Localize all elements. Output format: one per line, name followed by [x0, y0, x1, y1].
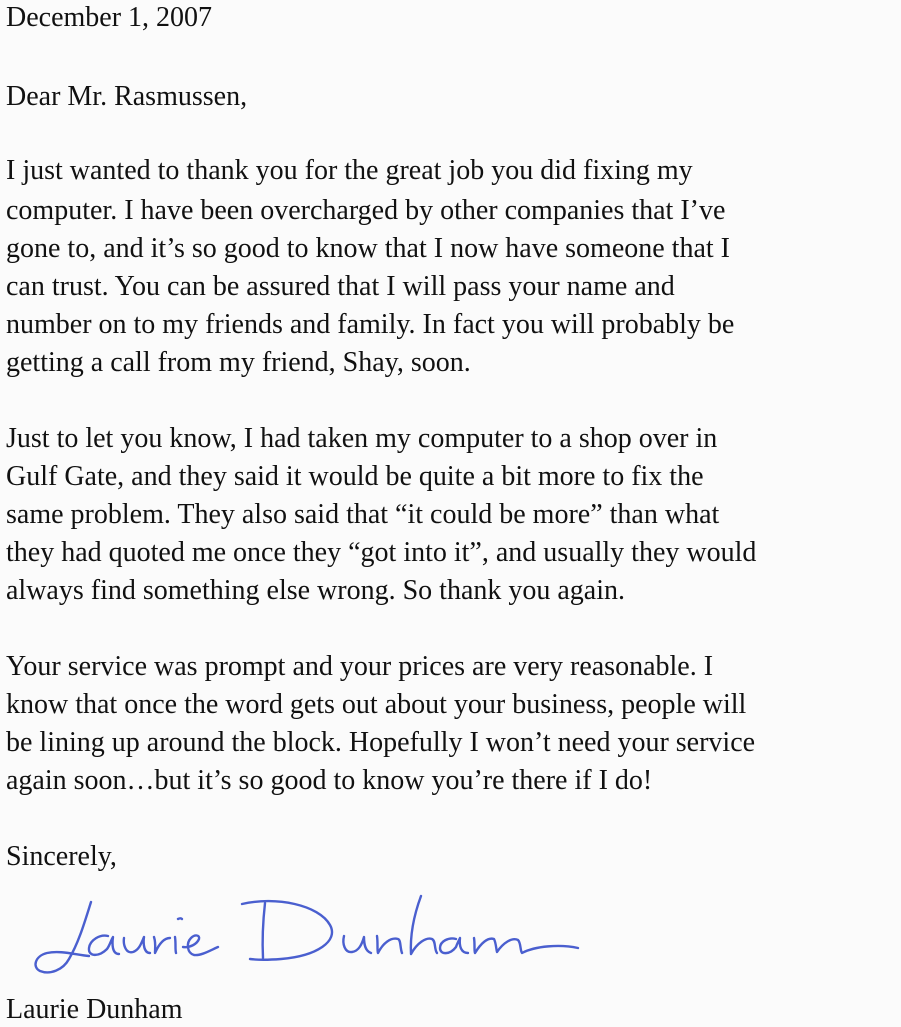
paragraph-line: getting a call from my friend, Shay, soon. — [6, 347, 471, 378]
paragraph-line: Just to let you know, I had taken my computer to a shop over in — [6, 423, 718, 454]
closing: Sincerely, — [6, 841, 117, 872]
paragraph-line: they had quoted me once they “got into it”, and usually they would — [6, 537, 757, 568]
paragraph-line: computer. I have been overcharged by other companies that I’ve — [6, 195, 726, 226]
paragraph-line: always find something else wrong. So thank you again. — [6, 575, 626, 606]
paragraph-line: I just wanted to thank you for the great job you did fixing my — [6, 155, 693, 186]
paragraph-line: Your service was prompt and your prices are very reasonable. I — [6, 651, 714, 682]
paragraph-line: Gulf Gate, and they said it would be quite a bit more to fix the — [6, 461, 704, 492]
paragraph-line: number on to my friends and family. In fact you will probably be — [6, 309, 735, 340]
paragraph-line: be lining up around the block. Hopefully I won’t need your service — [6, 727, 756, 758]
paragraph-line: know that once the word gets out about your business, people will — [6, 689, 747, 720]
salutation: Dear Mr. Rasmussen, — [6, 81, 248, 112]
signer-name: Laurie Dunham — [6, 994, 183, 1025]
paragraph-line: same problem. They also said that “it could be more” than what — [6, 499, 720, 530]
paragraph-line: gone to, and it’s so good to know that I now have someone that I — [6, 233, 730, 264]
paragraph-line: again soon…but it’s so good to know you’re there if I do! — [6, 765, 653, 796]
paragraph-line: can trust. You can be assured that I will pass your name and — [6, 271, 675, 302]
letter-date: December 1, 2007 — [6, 2, 213, 33]
handwritten-signature — [30, 876, 590, 986]
